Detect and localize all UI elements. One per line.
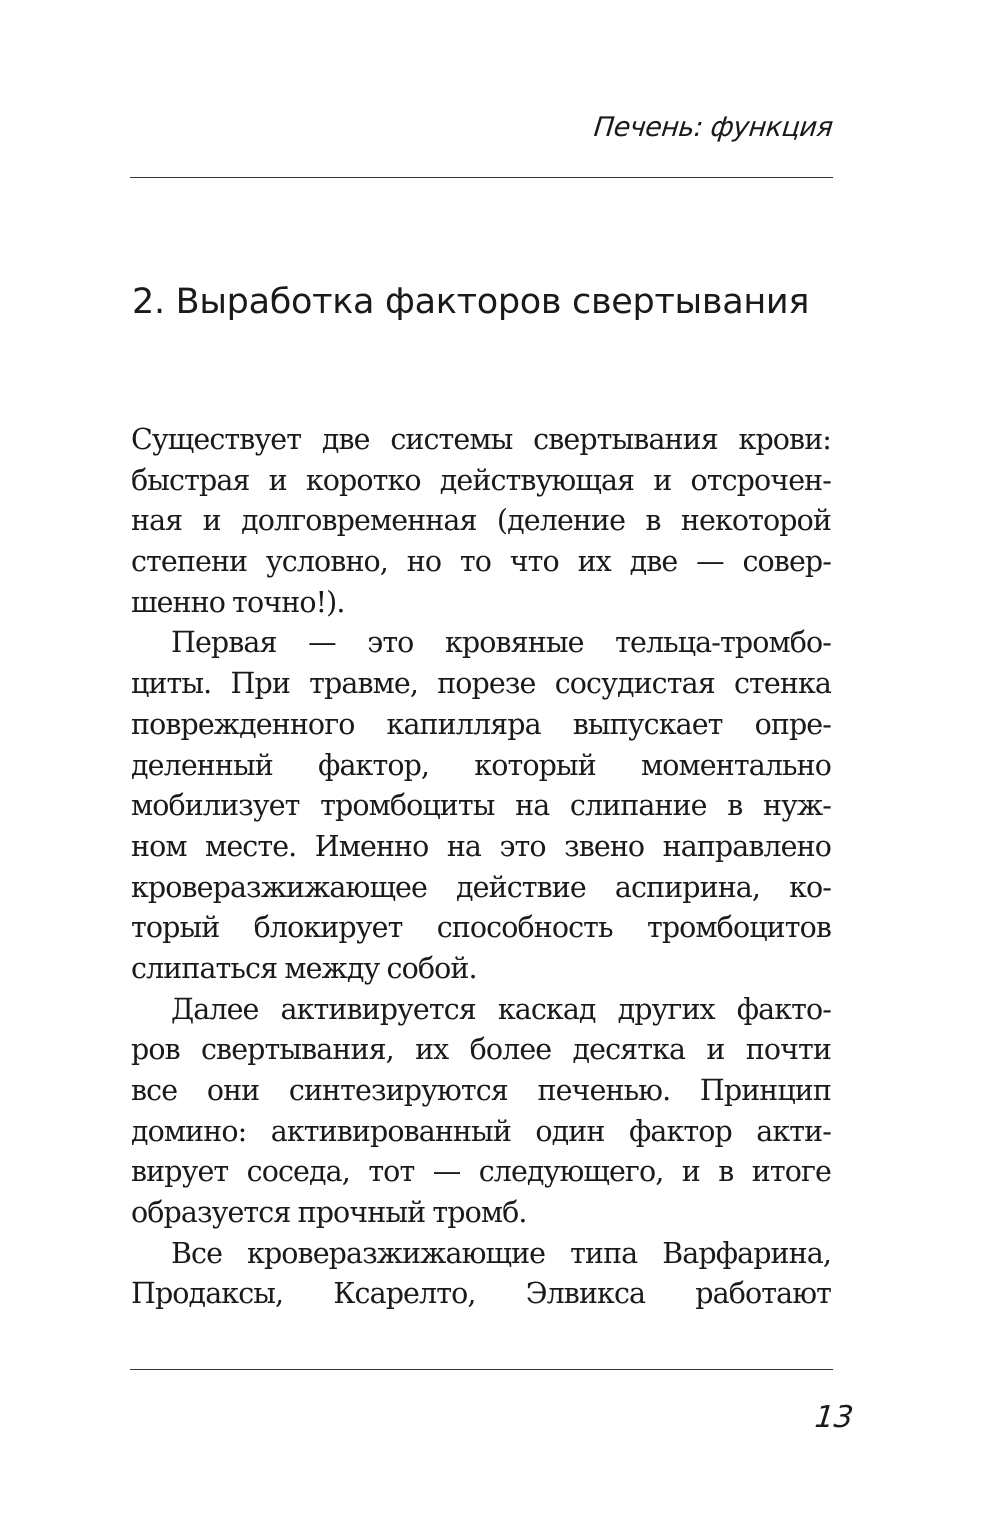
- text-line: образуется прочный тромб.: [131, 1196, 527, 1230]
- page-number: 13: [813, 1400, 856, 1435]
- text-line: ров свертывания, их более десятка и почти: [131, 1033, 831, 1067]
- text-line: шенно точно!).: [131, 585, 345, 619]
- paragraph: [131, 623, 831, 989]
- text-line: поврежденного капилляра выпускает опре-: [131, 707, 831, 741]
- text-line: Существует две системы свертывания крови:: [131, 423, 831, 456]
- text-line: ная и долговременная (деление в некоторой: [131, 504, 831, 538]
- text-line: Первая — это кровяные тельца-тромбо-: [171, 626, 831, 660]
- text-line: слипаться между собой.: [131, 951, 477, 985]
- body-text: [131, 420, 831, 1315]
- text-line: Все кроверазжижающие типа Варфарина,: [171, 1236, 831, 1270]
- text-line: Продаксы, Ксарелто, Элвикса работают: [131, 1277, 831, 1311]
- header-rule: [130, 177, 833, 178]
- paragraph: [131, 1234, 831, 1315]
- text-line: ном месте. Именно на это звено направлено: [131, 829, 831, 863]
- paragraph: [131, 420, 831, 623]
- section-title: 2. Выработка факторов свертывания: [132, 282, 810, 322]
- text-line: быстрая и коротко действующая и отсрочен-: [131, 463, 831, 497]
- text-line: деленный фактор, который моментально: [131, 748, 831, 782]
- text-line: торый блокирует способность тромбоцитов: [131, 911, 831, 945]
- running-head: Печень: функция: [592, 112, 834, 143]
- text-line: все они синтезируются печенью. Принцип: [131, 1074, 831, 1107]
- text-line: мобилизует тромбоциты на слипание в нуж-: [131, 789, 831, 823]
- footer-rule: [130, 1369, 833, 1370]
- paragraph: [131, 990, 831, 1234]
- text-line: степени условно, но то что их две — совер-: [131, 545, 831, 579]
- text-line: домино: активированный один фактор акти-: [131, 1114, 831, 1148]
- text-line: кроверазжижающее действие аспирина, ко-: [131, 870, 831, 904]
- text-line: циты. При травме, порезе сосудистая стенка: [131, 667, 831, 701]
- text-line: вирует соседа, тот — следующего, и в итоге: [131, 1155, 831, 1189]
- text-line: Далее активируется каскад других факто-: [171, 992, 831, 1026]
